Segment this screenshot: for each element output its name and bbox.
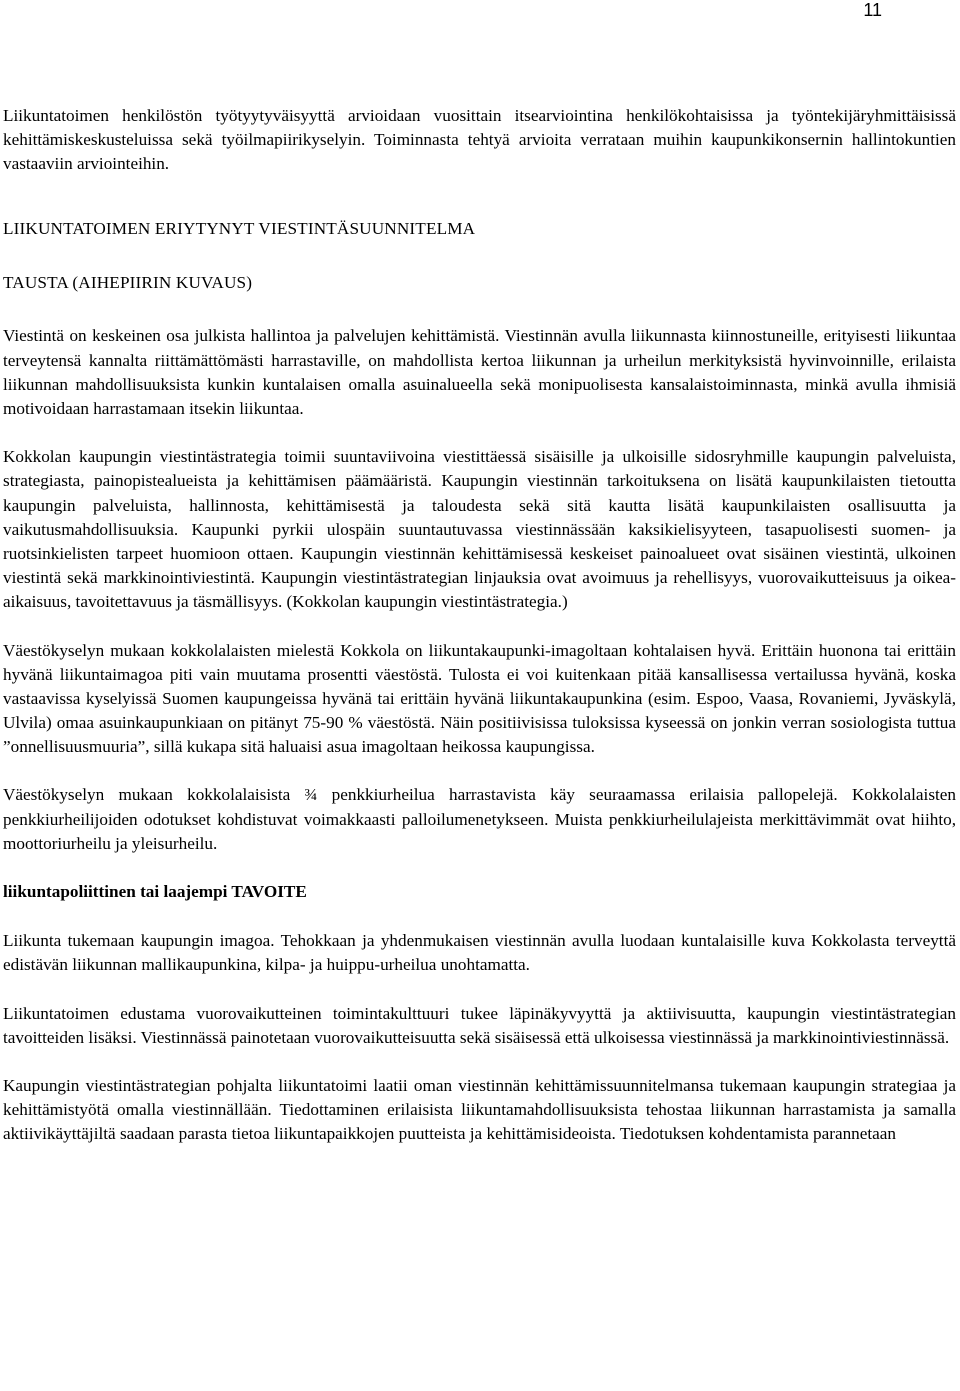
background-paragraph: Viestintä on keskeinen osa julkista hallintoa ja palvelujen kehittämistä. Viestinnän avulla liikunnasta kiinnostuneille, erityisesti liikuntaa terveytensä kannalta riittämättömästi harrastaville, on mahdollista kertoa liikunnan ja urheilun merkityksistä hyvinvoinnille, erilaista liikunnan mahdollisuuksista kunkin kuntalaisen omalla asuinalueella sekä monipuolisesta kansalaistoiminnasta, minkä avulla ihmisiä motivoidaan harrastamaan itsekin liikuntaa. xyxy=(3,326,956,418)
goal-paragraph-3: Kaupungin viestintästrategian pohjalta liikuntatoimi laatii oman viestinnän kehittämissuunnitelmansa tukemaan kaupungin strategiaa ja kehittämistyötä omalla viestinnällään. Tiedottaminen erilaisista liikuntamahdollisuuksista tehostaa liikunnan harrastamista ja samalla aktiivikäyttäjiltä saadaan parasta tietoa liikuntapaikkojen puutteista ja kehittämisideoista. Tiedotuksen kohdentamista parannetaan xyxy=(3,1076,956,1144)
strategy-paragraph: Kokkolan kaupungin viestintästrategia toimii suuntaviivoina viestittäessä sisäisille ja ulkoisille sidosryhmille kaupungin palveluista, strategiasta, painopistealueista ja kehittämisen päämääristä. Kaupungin viestinnän tarkoituksena on lisätä kaupunkilaisten tietoutta kaupungin palveluista, hallinnosta, kehittämisestä ja taloudesta sekä sitä kautta lisätä kaupunkilaisten osallisuutta ja vaikutusmahdollisuuksia. Kaupunki pyrkii ulospäin suuntautuvassa viestinnässään kaksikielisyyteen, tasapuolisesti suomen- ja ruotsinkielisten tarpeet huomioon ottaen. Kaupungin viestinnän kehittämisessä keskeiset painoalueet ovat sisäinen viestintä, ulkoinen viestintä sekä markkinointiviestintä. Kaupungin viestintästrategian linjauksia ovat avoimuus ja rehellisyys, vuorovaikutteisuus ja oikea-aikaisuus, tavoitettavuus ja täsmällisyys. (Kokkolan kaupungin viestintästrategia.) xyxy=(3,447,956,611)
page-number: 11 xyxy=(863,0,882,20)
intro-paragraph: Liikuntatoimen henkilöstön työtyytyväisyyttä arvioidaan vuosittain itsearviointina henkilökohtaisissa ja työntekijäryhmittäisissä kehittämiskeskusteluissa sekä työilmapiirikyselyin. Toiminnasta tehtyä arvioita verrataan muihin kaupunkikonsernin hallintokuntien vastaaviin arviointeihin. xyxy=(3,106,956,174)
document-body xyxy=(3,104,956,1147)
section-title: LIIKUNTATOIMEN ERIYTYNYT VIESTINTÄSUUNNITELMA xyxy=(3,219,476,239)
survey-image-paragraph: Väestökyselyn mukaan kokkolalaisten mielestä Kokkola on liikuntakaupunki-imagoltaan kohtalaisen hyvä. Erittäin huonona tai erittäin hyvänä liikuntaimagoa piti vain muutama prosentti väestöstä. Tulosta ei voi kuitenkaan pitää kansallisessa vertailussa hyvänä, koska vastaavissa kyselyissä Suomen kaupungeissa hyvänä tai erittäin hyvänä liikuntakaupunkina (esim. Espoo, Vaasa, Rovaniemi, Jyväskylä, Ulvila) omaa asuinkaupunkiaan on pitänyt 75-90 % väestöstä. Näin positiivisissa tuloksissa kyseessä on jonkin verran sosiologista tuttua ”onnellisuusmuuria”, sillä kukapa sitä haluaisi asua imagoltaan heikossa kaupungissa. xyxy=(3,640,956,756)
survey-spectators-paragraph: Väestökyselyn mukaan kokkolalaisista ¾ penkkiurheilua harrastavista käy seuraamassa erilaisia pallopelejä. Kokkolalaisten penkkiurheilijoiden odotukset kohdistuvat voimakkaasti palloilumenetykseen. Muista penkkiurheilulajeista merkittävimmät ovat hiihto, moottoriurheilu ja yleisurheilu. xyxy=(3,785,956,853)
goal-paragraph-2: Liikuntatoimen edustama vuorovaikutteinen toimintakulttuuri tukee läpinäkyvyyttä ja aktiivisuutta, kaupungin viestintästrategian tavoitteiden lisäksi. Viestinnässä painotetaan vuorovaikutteisuutta sekä sisäisessä että ulkoisessa viestinnässä ja markkinointiviestinnässä. xyxy=(3,1003,956,1047)
goal-title: liikuntapoliittinen tai laajempi TAVOITE xyxy=(3,882,307,902)
section-subtitle: TAUSTA (AIHEPIIRIN KUVAUS) xyxy=(3,273,253,293)
goal-paragraph-1: Liikunta tukemaan kaupungin imagoa. Tehokkaan ja yhdenmukaisen viestinnän avulla luodaan kuntalaisille kuva Kokkolasta terveyttä edistävän liikunnan mallikaupunkina, kilpa- ja huippu-urheilua unohtamatta. xyxy=(3,930,956,974)
